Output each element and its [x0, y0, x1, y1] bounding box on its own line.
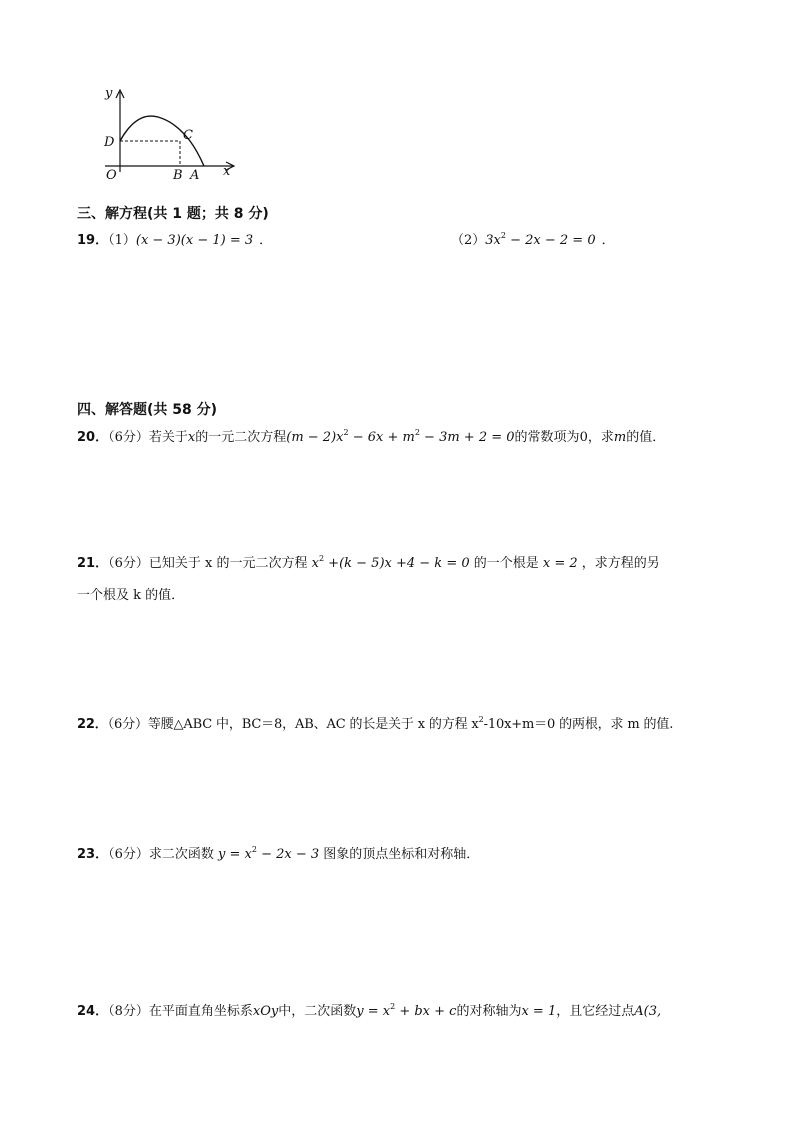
exponent: 2	[343, 428, 349, 437]
text: ，求	[587, 430, 614, 445]
label-B: B	[173, 168, 183, 183]
question-20	[77, 426, 665, 445]
question-19-part-2	[451, 229, 615, 248]
math: y = x	[218, 847, 252, 862]
section-heading-4: 四、解答题(共 58 分)	[77, 402, 218, 418]
part-label: （1）	[108, 233, 136, 248]
math: − 2x − 3	[256, 847, 320, 862]
math: x = 1	[521, 1004, 557, 1019]
math: A(3,	[634, 1004, 662, 1019]
score: （6分）	[108, 430, 149, 445]
score: （6分）	[107, 717, 148, 732]
question-number: 23．	[77, 847, 109, 862]
math: + bx + c	[395, 1004, 457, 1019]
question-number: 24．	[77, 1004, 109, 1019]
question-19	[77, 229, 272, 248]
question-number: 22．	[77, 717, 108, 732]
text: 的值．	[626, 430, 666, 445]
math: y = x	[356, 1004, 391, 1019]
text: 的对称轴为	[456, 1004, 522, 1019]
equation-b: − 2x − 2 = 0	[505, 233, 596, 248]
punct: ．	[601, 233, 615, 248]
text: 已知关于 x 的一元二次方程	[148, 556, 312, 571]
equation-a: 3x	[485, 233, 501, 248]
exponent: 2	[390, 1002, 396, 1011]
question-21-line-2: 一个根及 k 的值．	[77, 588, 185, 603]
math: +(k − 5)x +4 − k = 0	[324, 556, 470, 571]
score: （6分）	[108, 556, 149, 571]
math: x	[311, 556, 319, 571]
math: xOy	[252, 1004, 279, 1019]
question-22	[77, 713, 673, 732]
label-y: y	[105, 86, 113, 101]
punct: ．	[259, 233, 273, 248]
text: 若关于	[148, 430, 188, 445]
score: （8分）	[108, 1004, 149, 1019]
text: 0	[579, 430, 588, 445]
label-x: x	[223, 164, 231, 179]
question-number: 20．	[77, 430, 109, 445]
text: 在平面直角坐标系	[148, 1004, 253, 1019]
text: ，且它经过点	[556, 1004, 635, 1019]
exponent: 2	[251, 845, 257, 854]
label-A: A	[190, 168, 200, 183]
question-number: 21．	[77, 556, 109, 571]
text: 的一个根是	[469, 556, 543, 571]
math: m	[613, 430, 627, 445]
math: x	[187, 430, 196, 445]
text: 的常数项为	[514, 430, 580, 445]
question-number: 19．	[77, 233, 109, 248]
text: 的一元二次方程	[195, 430, 287, 445]
exponent: 2	[478, 715, 484, 724]
part-label: （2）	[451, 233, 486, 248]
text: 图象的顶点坐标和对称轴．	[319, 847, 480, 862]
text: 求二次函数	[148, 847, 219, 862]
text: -10x+m＝0 的两根，求 m 的值.	[483, 717, 674, 732]
question-24	[77, 1000, 661, 1019]
equation: (x − 3)(x − 1) = 3	[135, 233, 254, 248]
parabola-figure	[95, 84, 245, 184]
exponent: 2	[414, 428, 420, 437]
exponent: 2	[500, 231, 506, 240]
math: (m − 2)x	[286, 430, 344, 445]
math: − 6x + m	[348, 430, 415, 445]
question-21	[77, 552, 660, 571]
text: 中，二次函数	[278, 1004, 357, 1019]
math: x = 2	[542, 556, 578, 571]
label-O: O	[106, 168, 117, 183]
exponent: 2	[318, 554, 325, 563]
text: ，求方程的另	[577, 556, 660, 571]
question-23	[77, 843, 479, 862]
label-C: C	[183, 128, 193, 143]
text: 等腰△ABC 中，BC＝8，AB、AC 的长是关于 x 的方程 x	[147, 717, 479, 732]
score: （6分）	[108, 847, 149, 862]
math: − 3m + 2 = 0	[419, 430, 515, 445]
label-D: D	[104, 135, 115, 150]
section-heading-3: 三、解方程(共 1 题；共 8 分)	[77, 206, 269, 222]
